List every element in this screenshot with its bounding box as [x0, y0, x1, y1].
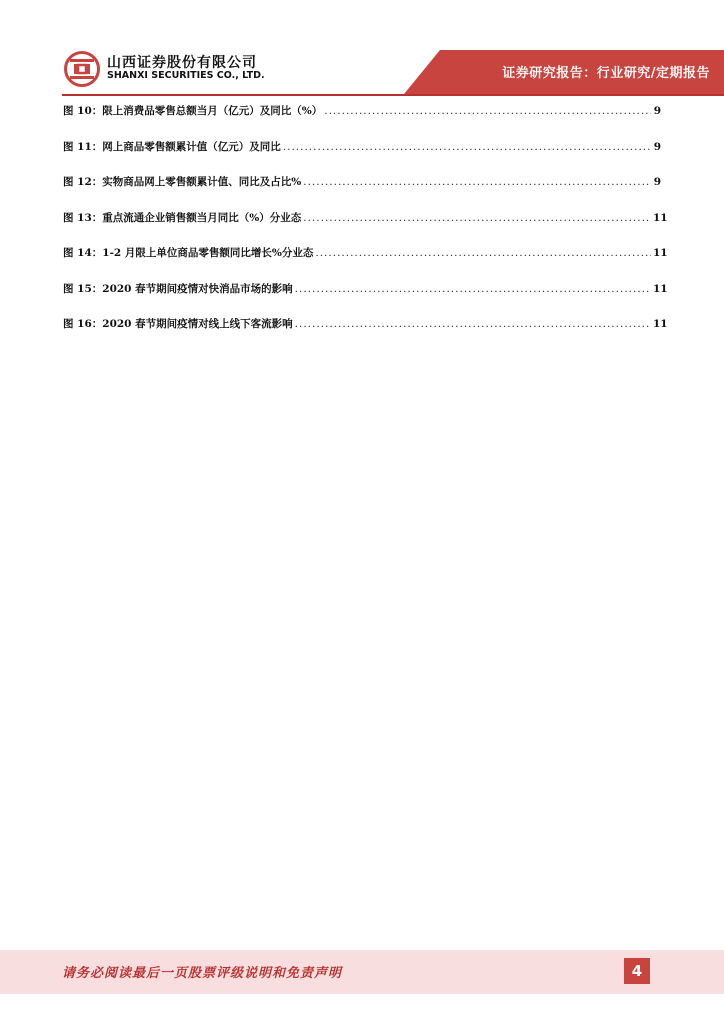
toc-leader-dots [303, 212, 651, 224]
toc-leader-dots [295, 318, 651, 330]
toc-leader-dots [324, 105, 651, 117]
company-logo-icon [64, 51, 100, 87]
toc-entry[interactable] [63, 174, 661, 210]
company-name-cn: 山西证券股份有限公司 [107, 55, 257, 71]
toc-entry[interactable] [63, 245, 668, 281]
toc-entry-label: 图 14：1-2 月限上单位商品零售额同比增长%分业态 [63, 247, 314, 259]
toc-leader-dots [315, 247, 651, 259]
toc-entry[interactable] [63, 281, 668, 317]
toc-entry-label: 图 16：2020 春节期间疫情对线上线下客流影响 [63, 318, 293, 330]
toc-entry-label: 图 15：2020 春节期间疫情对快消品市场的影响 [63, 282, 293, 295]
toc-entry[interactable] [63, 139, 661, 175]
disclaimer-text: 请务必阅读最后一页股票评级说明和免责声明 [62, 966, 343, 981]
page-footer [0, 950, 724, 994]
toc-entry-label: 图 10：限上消费品零售总额当月（亿元）及同比（%） [63, 105, 323, 117]
page-number: 4 [624, 958, 650, 984]
report-type-label: 证券研究报告：行业研究/定期报告 [502, 66, 710, 81]
toc-entry-page: 11 [653, 247, 668, 259]
toc-entry[interactable] [63, 103, 661, 139]
toc-entry-page: 11 [653, 211, 668, 224]
toc-leader-dots [303, 176, 651, 188]
toc-entry[interactable] [63, 210, 668, 246]
toc-entry-page: 9 [653, 140, 661, 153]
company-name-en: SHANXI SECURITIES CO., LTD. [107, 70, 265, 81]
toc-leader-dots [295, 283, 651, 295]
figure-index-list [63, 103, 668, 352]
toc-entry-page: 9 [653, 105, 661, 117]
toc-entry-page: 11 [653, 318, 668, 330]
toc-entry-label: 图 13：重点流通企业销售额当月同比（%）分业态 [63, 211, 302, 224]
page-header [0, 0, 724, 96]
toc-entry[interactable] [63, 316, 668, 352]
toc-entry-page: 11 [653, 282, 668, 295]
toc-entry-page: 9 [653, 176, 661, 188]
toc-entry-label: 图 11：网上商品零售额累计值（亿元）及同比 [63, 140, 281, 153]
header-divider [62, 94, 724, 96]
toc-leader-dots [283, 141, 651, 153]
toc-entry-label: 图 12：实物商品网上零售额累计值、同比及占比% [63, 176, 302, 188]
